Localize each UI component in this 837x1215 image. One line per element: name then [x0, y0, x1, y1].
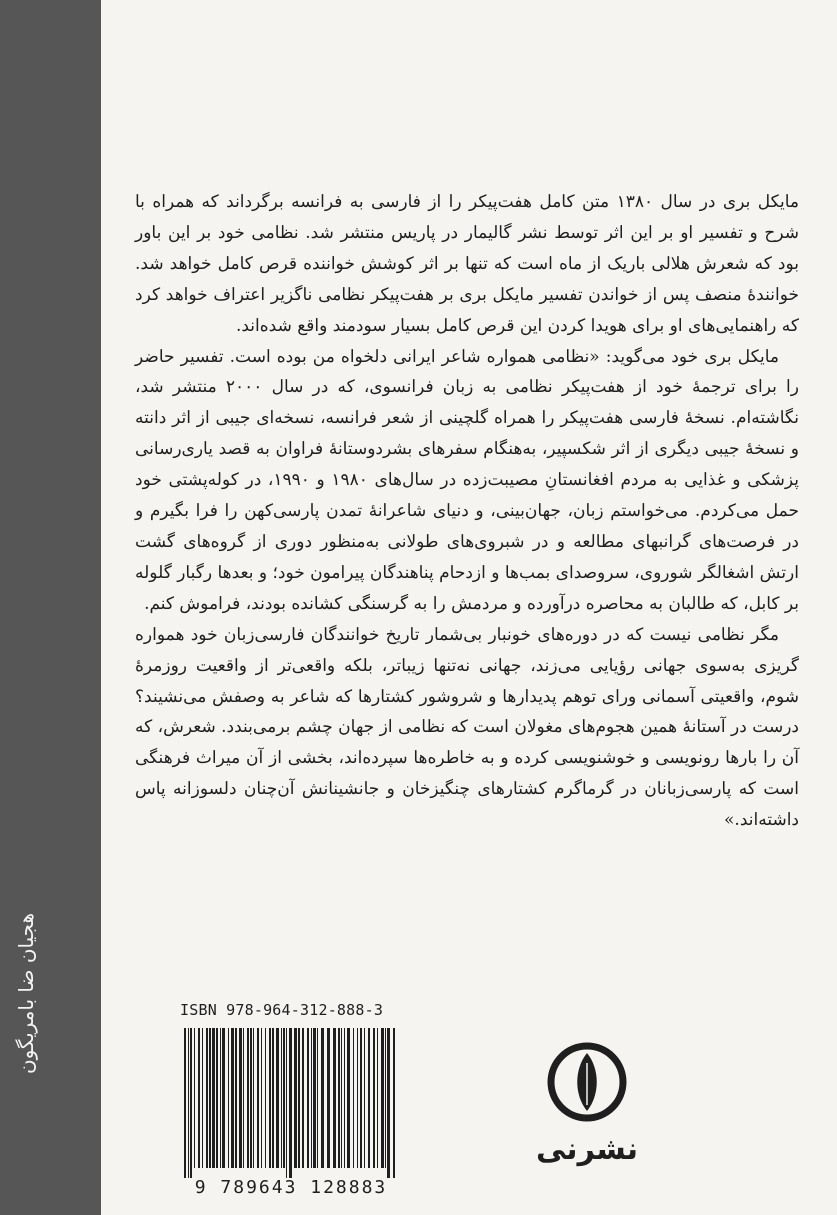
barcode-bar — [198, 1028, 200, 1168]
barcode-bar — [294, 1028, 297, 1168]
back-cover-text — [135, 187, 799, 836]
paragraph-1: مایکل بری در سال ۱۳۸۰ متن کامل هفت‌پیکر را از فارسی به فرانسه برگرداند که همراه با شرح و تفسیر او بر این اثر توسط نشر گالیمار در پاریس منتشر شد. نظامی خود بر این باور بود که شعرش هلالی باریک از ماه است که تنها بر اثر کوشش خواننده قرص کامل خواهد شد. خوانندهٔ منصف پس از خواندن تفسیر مایکل بری بر هفت‌پیکر نظامی ناگزیر اعتراف خواهد کرد که راهنمایی‌های او برای هویدا کردن این قرص کامل بسیار سودمند واقع شده‌اند. — [135, 192, 800, 336]
barcode-bar — [283, 1028, 285, 1168]
barcode-icon — [180, 1028, 402, 1178]
barcode-bar — [269, 1028, 271, 1168]
barcode-bar — [209, 1028, 211, 1168]
paragraph-2: مایکل بری خود می‌گوید: «نظامی همواره شاعر ایرانی دلخواه من بوده است. تفسیر حاضر را برای ترجمهٔ خود از هفت‌پیکر نظامی به زبان فرانسوی، که در سال ۲۰۰۰ منتشر شد، نگاشته‌ام. نسخهٔ فارسی هفت‌پیکر را همراه گلچینی از شعر فرانسه، نسخه‌ای جیبی از اثر دانته و نسخهٔ جیبی دیگری از اثر شکسپیر، به‌هنگام سفرهای بشردوستانهٔ فراوان به قصد یاری‌رسانی پزشکی و غذایی به مردم افغانستانِ مصیبت‌زده در سال‌های ۱۹۸۰ و ۱۹۹۰، در کوله‌پشتی خود حمل می‌کردم. می‌خواستم زبان، جهان‌بینی، و دنیای شاعرانهٔ تمدن پارسی‌کهن را فرا بگیرم و در فرصت‌های گرانبهای مطالعه و در شبروی‌های طولانی به‌منظور دوری از گروه‌های گشت ارتش اشغالگر شوروی، سروصدای بمب‌ها و ازدحام پناهندگان پیرامون خود؛ و بعدها رگبار گلوله بر کابل، که طالبان به محاصره درآورده و مردمش را به گرسنگی کشانده بودند، فراموش کنم. — [135, 346, 799, 614]
barcode-bar — [307, 1028, 309, 1168]
barcode-bar — [265, 1028, 266, 1168]
barcode-bar — [377, 1028, 378, 1168]
barcode-bar — [373, 1028, 375, 1168]
barcode-bar — [272, 1028, 274, 1168]
barcode-bar — [313, 1028, 316, 1168]
isbn-barcode-block — [180, 1001, 402, 1201]
barcode-bar — [228, 1028, 229, 1168]
barcode-bar — [202, 1028, 203, 1168]
barcode-bar — [261, 1028, 262, 1168]
barcode-bar — [393, 1028, 395, 1178]
barcode-bar — [247, 1028, 249, 1168]
publisher-name: نشرنی — [535, 1132, 639, 1167]
barcode-bar — [286, 1028, 287, 1178]
barcode-bar — [253, 1028, 254, 1168]
barcode-bar — [353, 1028, 354, 1168]
isbn-label: ISBN 978-964-312-888-3 — [180, 1001, 384, 1019]
barcode-bar — [333, 1028, 336, 1168]
barcode-bar — [385, 1028, 386, 1168]
barcode-bar — [327, 1028, 330, 1168]
barcode-bar — [184, 1028, 186, 1178]
barcode-bar — [357, 1028, 358, 1168]
barcode-bar — [364, 1028, 365, 1168]
barcode-bar — [302, 1028, 304, 1168]
barcode-bar — [276, 1028, 279, 1168]
barcode-bar — [381, 1028, 384, 1168]
barcode-bar — [243, 1028, 244, 1168]
paragraph-3: مگر نظامی نیست که در دوره‌های خونبار بی‌شمار تاریخ خوانندگان فارسی‌زبان خود همواره گریزی به‌سوی جهانی رؤیایی می‌زند، جهانی نه‌تنها زیباتر، بلکه واقعی‌تر از واقعیت روزمرهٔ شوم، واقعیتی آسمانی ورای توهم پدیدارها و شروشور کشتارها که شاعر به وصفش می‌نشیند؟ درست در آستانهٔ همین هجوم‌های مغولان است که نظامی از جهان چشم برمی‌بندد. شعرش، که آن را بارها رونویسی و خوشنویسی کرده و به خاطره‌ها سپرده‌اند، بخشی از آن میراث فرهنگی است که پارسی‌زبانان در گرماگرم کشتارهای چنگیزخان و جانشینانش آن‌چنان دلسوزانه پاس داشته‌اند.» — [135, 624, 799, 831]
publisher-logo-icon — [546, 1041, 628, 1123]
barcode-bar — [360, 1028, 362, 1168]
barcode-bar — [341, 1028, 342, 1168]
barcode-bar — [235, 1028, 237, 1168]
barcode-bar — [321, 1028, 324, 1168]
barcode-bar — [311, 1028, 312, 1168]
barcode-bar — [222, 1028, 225, 1168]
barcode-bar — [298, 1028, 300, 1168]
barcode-bar — [344, 1028, 345, 1168]
book-spine — [0, 0, 101, 1215]
barcode-bar — [387, 1028, 390, 1178]
barcode-bar — [231, 1028, 234, 1168]
barcode-bar — [216, 1028, 218, 1168]
spine-handwriting: ھجیان ضا بامریگون — [14, 912, 38, 1074]
barcode-bar — [289, 1028, 292, 1178]
barcode-bar — [317, 1028, 318, 1168]
barcode-bar — [368, 1028, 370, 1168]
barcode-bar — [257, 1028, 259, 1168]
barcode-bar — [250, 1028, 252, 1168]
barcode-bar — [188, 1028, 189, 1178]
barcode-bar — [190, 1028, 192, 1178]
barcode-bar — [338, 1028, 340, 1168]
barcode-bar — [220, 1028, 221, 1168]
barcode-bar — [347, 1028, 350, 1168]
barcode-bar — [239, 1028, 242, 1168]
barcode-bar — [206, 1028, 208, 1168]
barcode-digits: 9 789643 128883 — [194, 1177, 388, 1198]
barcode-bar — [194, 1028, 195, 1168]
barcode-bar — [212, 1028, 215, 1168]
barcode-bar — [281, 1028, 282, 1168]
